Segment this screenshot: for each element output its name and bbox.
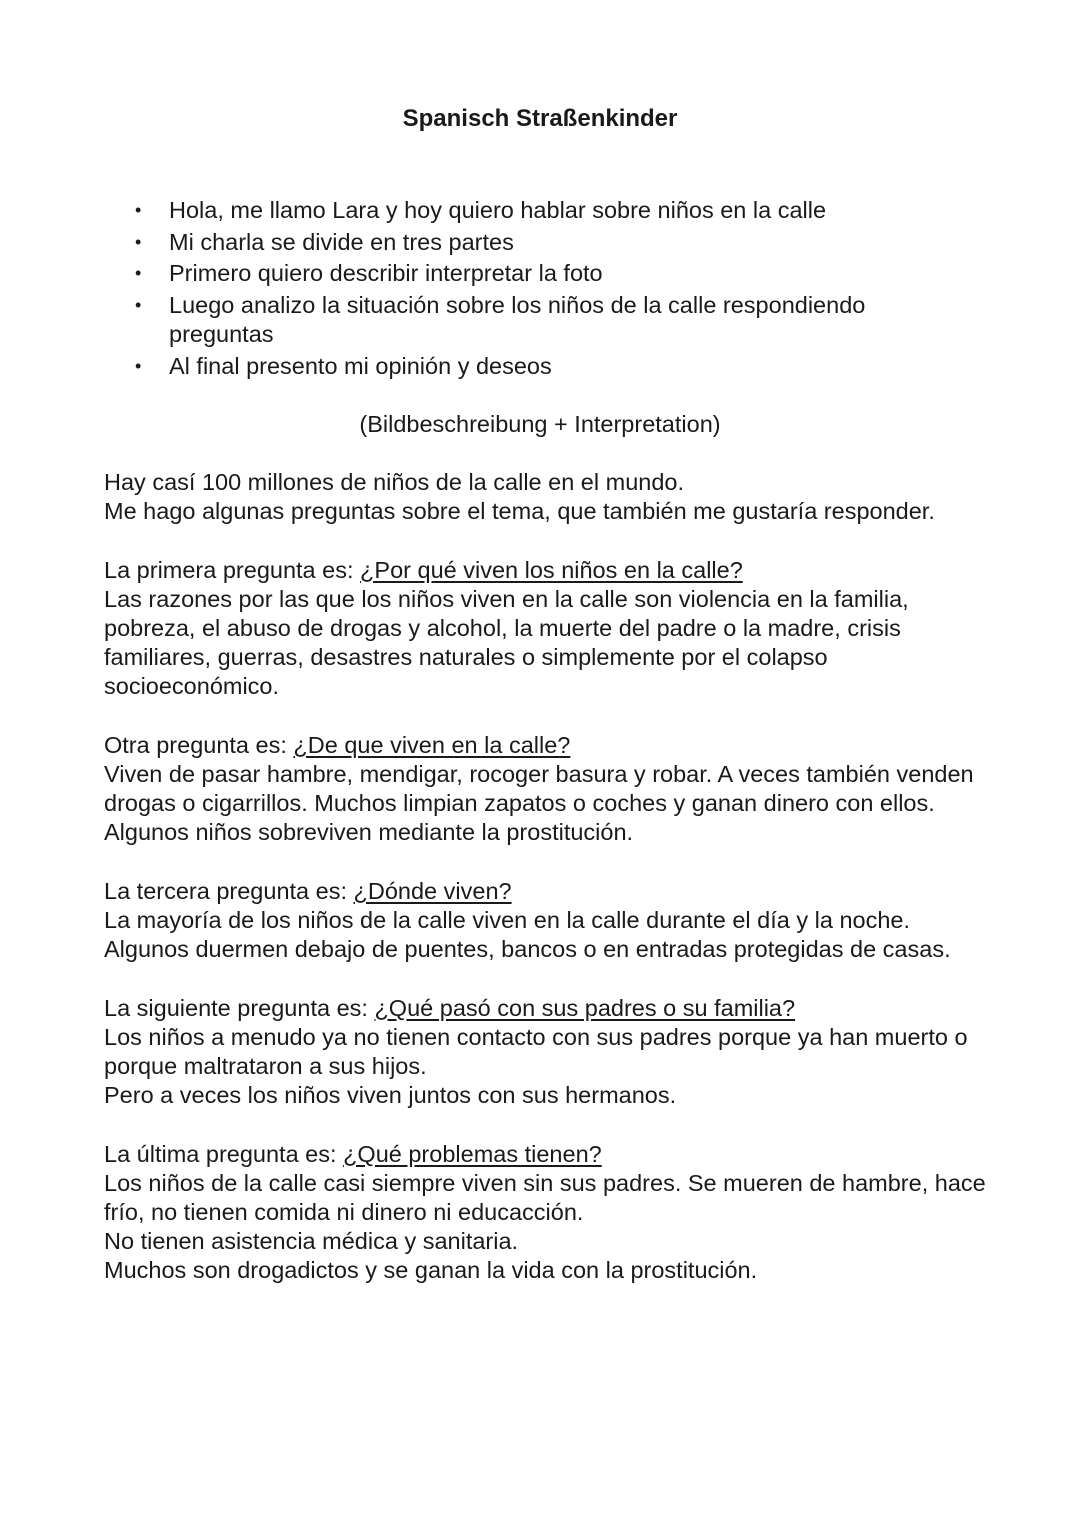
- bullet-dot-icon: •: [135, 355, 142, 376]
- bullet-item: [0, 228, 949, 258]
- bullet-text: Luego analizo la situación sobre los niños de la calle respondiendo preguntas: [169, 291, 866, 347]
- bullet-dot-icon: •: [135, 200, 142, 220]
- bullet-text: Hola, me llamo Lara y hoy quiero hablar sobre niños en la calle: [169, 197, 827, 223]
- bullet-dot-icon: •: [135, 263, 142, 283]
- bullet-text: Al final presento mi opinión y deseos: [169, 352, 552, 379]
- answer-text: Las razones por las que los niños viven en la calle son violencia en la familia, pobreza, el abuso de drogas y alcohol, la muerte del padre o la madre, crisis familiares, guerras, desastres naturales o simplemente por el colapso socioeconómico.: [104, 585, 909, 700]
- bullet-item: [0, 196, 949, 226]
- answer-text: Pero a veces los niños viven juntos con sus hermanos.: [104, 1082, 677, 1109]
- bullet-text: Mi charla se divide en tres partes: [169, 228, 514, 255]
- intro-bullet-list: [0, 196, 1080, 383]
- answer-text: No tienen asistencia médica y sanitaria.: [104, 1228, 519, 1255]
- question-text: ¿Qué pasó con sus padres o su familia?: [374, 994, 796, 1021]
- answer-text: Viven de pasar hambre, mendigar, rocoger basura y robar. A veces también venden drogas o cigarrillos. Muchos limpian zapatos o coches y ganan dinero con ellos. Algunos niños sobreviven mediante la prostitución.: [104, 761, 974, 846]
- question-lead: La primera pregunta es:: [104, 556, 361, 583]
- bullet-dot-icon: •: [135, 231, 142, 252]
- question-section-2: [104, 731, 994, 848]
- question-line: [104, 731, 994, 760]
- bullet-item: [0, 352, 949, 382]
- question-line: [104, 877, 994, 906]
- bullet-item: [0, 291, 949, 350]
- document-body: [104, 468, 994, 1315]
- answer-text: Los niños de la calle casi siempre viven sin sus padres. Se mueren de hambre, hace frío, no tienen comida ni dinero ni educacción.: [104, 1169, 986, 1225]
- question-lead: La siguiente pregunta es:: [104, 994, 375, 1021]
- document-title: Spanisch Straßenkinder: [402, 105, 678, 132]
- question-line: [104, 1140, 994, 1169]
- question-text: ¿De que viven en la calle?: [293, 731, 571, 758]
- question-text: ¿Dónde viven?: [353, 877, 512, 904]
- answer-text: La mayoría de los niños de la calle viven en la calle durante el día y la noche. Algunos duermen debajo de puentes, bancos o en entradas protegidas de casas.: [104, 907, 951, 963]
- question-section-5: [104, 1140, 994, 1286]
- section-note: (Bildbeschreibung + Interpretation): [359, 411, 721, 437]
- bullet-text: Primero quiero describir interpretar la foto: [169, 260, 603, 286]
- bullet-dot-icon: •: [135, 294, 142, 315]
- question-lead: Otra pregunta es:: [104, 731, 294, 758]
- question-lead: La tercera pregunta es:: [104, 877, 354, 904]
- question-text: ¿Por qué viven los niños en la calle?: [360, 556, 743, 583]
- answer-text: Los niños a menudo ya no tienen contacto con sus padres porque ya han muerto o porque maltrataron a sus hijos.: [104, 1023, 968, 1079]
- intro-line: Me hago algunas preguntas sobre el tema, que también me gustaría responder.: [104, 498, 935, 525]
- bullet-item: [0, 259, 949, 289]
- question-line: [104, 556, 994, 585]
- question-lead: La última pregunta es:: [104, 1140, 344, 1167]
- question-line: [104, 994, 994, 1023]
- intro-line: Hay casí 100 millones de niños de la calle en el mundo.: [104, 469, 685, 495]
- question-section-1: [104, 556, 994, 702]
- question-section-4: [104, 994, 994, 1111]
- question-section-3: [104, 877, 994, 965]
- answer-text: Muchos son drogadictos y se ganan la vida con la prostitución.: [104, 1257, 758, 1284]
- question-text: ¿Qué problemas tienen?: [343, 1140, 602, 1167]
- intro-paragraph: [104, 468, 994, 526]
